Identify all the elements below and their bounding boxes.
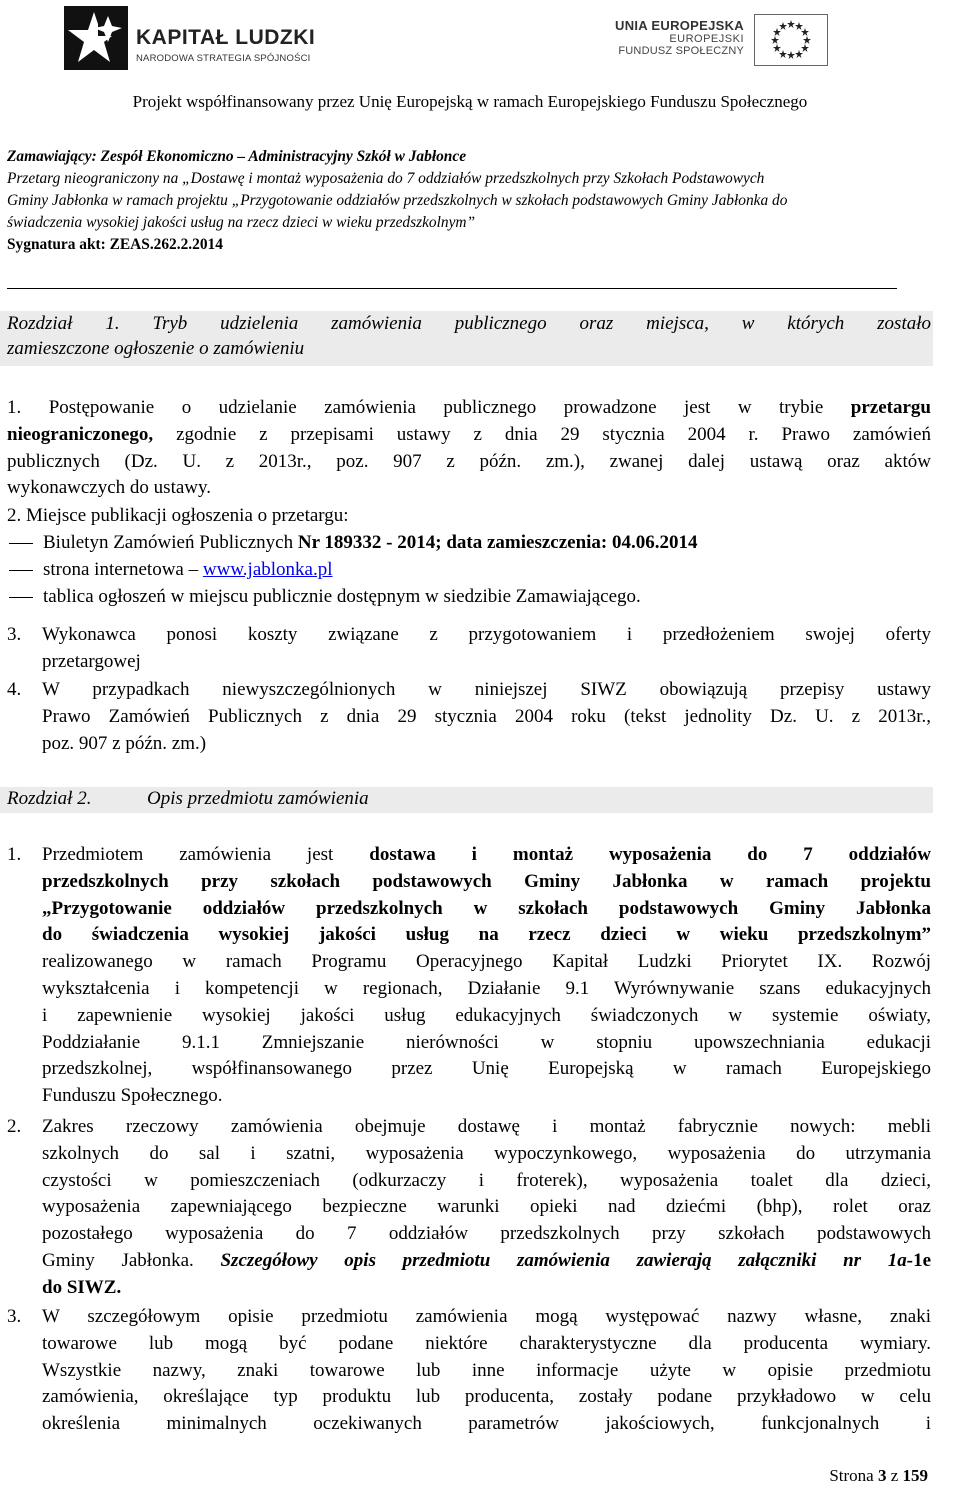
ch1-item3-line2: przetargowej: [42, 650, 141, 672]
ch1-item1-line4: wykonawczych do ustawy.: [7, 477, 212, 499]
ch1-item1-line1-bold: przetargu: [850, 397, 931, 418]
ch2-item1-line7: i zapewnienie wysokiej jakości usług edukacyjnych świadczonych w systemie oświaty,: [42, 1004, 931, 1026]
publication-place-bzp: [7, 530, 931, 557]
ch1-item4-line2: Prawo Zamówień Publicznych z dnia 29 stycznia 2004 roku (tekst jednolity Dz. U. z 2013r.,: [42, 705, 931, 727]
ch1-item1-line1-text: 1. Postępowanie o udzielanie zamówienia publicznego prowadzone jest w trybie: [7, 397, 851, 418]
ch2-item3-line3: Wszystkie nazwy, znaki towarowe lub inne informacje użyte w opisie przedmiotu: [42, 1359, 931, 1381]
orderer-line: Zamawiający: Zespół Ekonomiczno – Administracyjny Szkół w Jabłonce: [7, 148, 467, 165]
chapter-2-item-3: [42, 1304, 931, 1438]
page-total: 159: [902, 1466, 928, 1485]
ch1-item1-line3: publicznych (Dz. U. z 2013r., poz. 907 z późn. zm.), zwanej dalej ustawą oraz aktów: [7, 450, 931, 472]
noticeboard-label: tablica ogłoszeń w miejscu publicznie dostępnym w siedzibie Zamawiającego.: [43, 586, 641, 607]
dash-bullet-icon: [9, 543, 33, 544]
chapter-1-item-2: [7, 503, 931, 530]
ch1-item4-number: 4.: [7, 679, 22, 700]
ch2-item1-line3: „Przygotowanie oddziałów przedszkolnych w szkołach podstawowych Gminy Jabłonka: [42, 897, 931, 919]
publication-place-noticeboard: [7, 584, 931, 611]
page-number-prefix: Strona: [829, 1466, 878, 1485]
ch1-item4-line3: poz. 907 z późn. zm.): [42, 732, 207, 754]
ch1-item1-line2-text: zgodnie z przepisami ustawy z dnia 29 stycznia 2004 r. Prawo zamówień: [153, 423, 931, 445]
eu-logo-text: [615, 18, 744, 57]
ch1-item4-line1: W przypadkach niewyszczególnionych w niniejszej SIWZ obowiązują przepisy ustawy: [42, 679, 931, 700]
project-cofinancing-note: Projekt współfinansowany przez Unię Europejską w ramach Europejskiego Funduszu Społecznego: [132, 92, 808, 111]
case-signature: Sygnatura akt: ZEAS.262.2.2014: [7, 236, 223, 253]
ch2-item1-line1: [42, 842, 931, 869]
ch1-item2-lead: 2. Miejsce publikacji ogłoszenia o przetargu:: [7, 505, 349, 526]
ch2-item1-line8: Poddziałanie 9.1.1 Zmniejszanie nierówności w stopniu upowszechniania edukacji: [42, 1031, 931, 1053]
ch2-item2-line6-bold-italic: Szczegółowy opis przedmiotu zamówienia zawierają załączniki nr 1a-: [220, 1249, 914, 1271]
chapter-1-title-line1: Rozdział 1. Tryb udzielenia zamówienia publicznego oraz miejsca, w których zostało: [7, 313, 931, 334]
ch2-item3-number: 3.: [7, 1306, 22, 1327]
ch2-item1-line9: przedszkolnej, współfinansowanego przez Unię Europejską w ramach Europejskiego: [42, 1058, 931, 1080]
kapital-ludzki-title: KAPITAŁ LUDZKI: [136, 26, 316, 49]
ch2-item2-line5: pozostałego wyposażenia do 7 oddziałów przedszkolnych przy szkołach podstawowych: [42, 1223, 931, 1245]
header-logos: [0, 0, 960, 80]
ch1-item1-line2-bold: nieograniczonego,: [7, 423, 154, 445]
ch2-item3-line1: W szczegółowym opisie przedmiotu zamówienia mogą występować nazwy własne, znaki: [42, 1306, 931, 1327]
ch2-item2-line6: [42, 1248, 931, 1275]
ch1-item3-line1: Wykonawca ponosi koszty związane z przygotowaniem i przedłożeniem swojej oferty: [42, 624, 931, 645]
header-divider: [7, 288, 897, 289]
website-link[interactable]: www.jablonka.pl: [202, 559, 333, 580]
ch2-item2-line4: wyposażenia zapewniającego bezpieczne warunki opieki nad dziećmi (bhp), rolet oraz: [42, 1196, 931, 1218]
ch2-item1-number: 1.: [7, 844, 22, 865]
ch2-item3-line5: określenia minimalnych oczekiwanych parametrów jakościowych, funkcjonalnych i: [42, 1413, 931, 1435]
kapital-ludzki-subtitle: NARODOWA STRATEGIA SPÓJNOŚCI: [136, 53, 311, 64]
ch2-item1-line10: Funduszu Społecznego.: [42, 1085, 223, 1107]
chapter-1-item-4: [42, 677, 931, 757]
eu-logo: [616, 14, 896, 70]
ch2-item1-line1-text: Przedmiotem zamówienia jest: [42, 844, 370, 865]
website-label: strona internetowa –: [43, 559, 203, 580]
bzp-number: Nr 189332 - 2014; data zamieszczenia: 04.06.2014: [297, 532, 698, 553]
bzp-label: Biuletyn Zamówień Publicznych: [43, 532, 298, 553]
chapter-2-item-2: [42, 1114, 931, 1302]
chapter-1-item-1: [7, 395, 931, 502]
ch1-item1-line1: [7, 395, 931, 422]
ch1-item3-number: 3.: [7, 624, 22, 645]
tender-metadata: [7, 146, 937, 256]
chapter-2-title: Opis przedmiotu zamówienia: [147, 788, 369, 809]
page-number: [829, 1466, 928, 1486]
ch2-item2-line6-text: Gminy Jabłonka.: [42, 1249, 221, 1271]
ch2-item2-line7: do SIWZ.: [42, 1276, 122, 1298]
tender-line-2: Gminy Jabłonka w ramach projektu „Przygotowanie oddziałów przedszkolnych w szkołach podstawowych Gminy Jabłonka do: [7, 192, 788, 209]
ch2-item2-line2: szkolnych do sal i szatni, wyposażenia wypoczynkowego, wyposażenia do utrzymania: [42, 1142, 931, 1164]
ch2-item3-line4: zamówienia, określające typ produktu lub producenta, zostały podane przykładowo w celu: [42, 1386, 931, 1408]
tender-line-3: świadczenia wysokiej jakości usług na rzecz dzieci w wieku przedszkolnym”: [7, 214, 476, 231]
publication-place-website: [7, 557, 931, 584]
chapter-1-item-3: [42, 622, 931, 676]
ch2-item1-line2: przedszkolnych przy szkołach podstawowych Gminy Jabłonka w ramach projektu: [42, 870, 931, 892]
chapter-2-label: Rozdział 2.: [7, 788, 92, 809]
dash-bullet-icon: [9, 597, 33, 598]
ch2-item1-line1-bold: dostawa i montaż wyposażenia do 7 oddziałów: [369, 844, 932, 865]
eu-logo-line1: UNIA EUROPEJSKA: [615, 18, 744, 33]
eu-logo-line3: FUNDUSZ SPOŁECZNY: [618, 45, 744, 57]
tender-line-1: Przetarg nieograniczony na „Dostawę i montaż wyposażenia do 7 oddziałów przedszkolnych przy Szkołach Podstawowych: [7, 170, 765, 187]
ch2-item3-line2: towarowe lub mogą być podane niektóre charakterystyczne dla producenta wymiary.: [42, 1332, 931, 1354]
chapter-1-heading: [0, 311, 933, 366]
ch2-item2-number: 2.: [7, 1116, 22, 1137]
eu-logo-line2: EUROPEJSKI: [669, 33, 744, 45]
ch2-item2-line6-bold: 1e: [913, 1249, 932, 1271]
page-number-separator: z: [886, 1466, 903, 1485]
page-current: 3: [877, 1466, 887, 1485]
ch2-item1-line6: wykształcenia i kompetencji w regionach, Działanie 9.1 Wyrównywanie szans edukacyjnych: [42, 977, 931, 999]
ch1-item1-line2: [7, 422, 931, 449]
ch2-item1-line5: realizowanego w ramach Programu Operacyjnego Kapitał Ludzki Priorytet IX. Rozwój: [42, 951, 931, 973]
dash-bullet-icon: [9, 570, 33, 571]
kapital-ludzki-star-icon: [64, 6, 128, 70]
eu-flag-icon: [754, 14, 828, 66]
ch2-item2-line1: Zakres rzeczowy zamówienia obejmuje dostawę i montaż fabrycznie nowych: mebli: [42, 1116, 931, 1137]
chapter-2-heading: [0, 787, 933, 813]
ch2-item1-line4: do świadczenia wysokiej jakości usług na rzecz dzieci w wieku przedszkolnym”: [42, 924, 931, 946]
ch2-item2-line3: czystości w pomieszczeniach (odkurzaczy i froterek), wyposażenia toalet dla dzieci,: [42, 1169, 931, 1191]
chapter-2-item-1: [42, 842, 931, 1110]
kapital-ludzki-logo: [64, 6, 324, 70]
chapter-1-title-line2: zamieszczone ogłoszenie o zamówieniu: [7, 338, 305, 359]
